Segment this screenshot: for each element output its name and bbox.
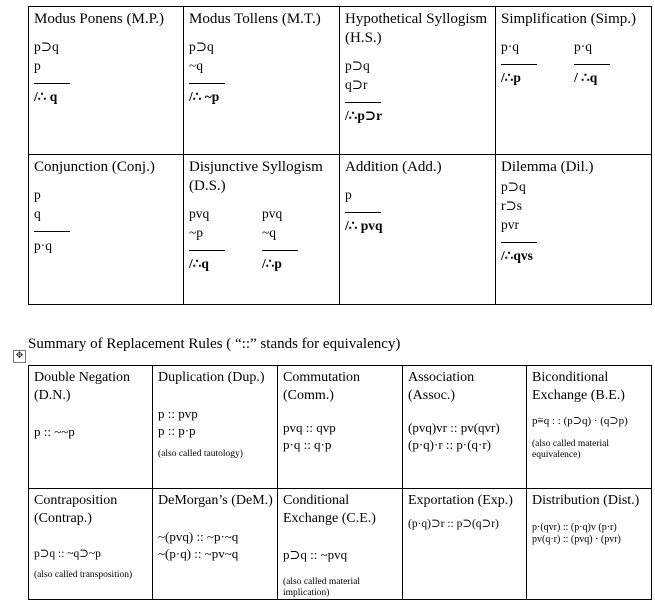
rule-title: Modus Tollens (M.T.) xyxy=(189,11,321,27)
premise: p⊃q xyxy=(345,58,370,73)
premise: p xyxy=(34,187,41,202)
rule-note: (also called material equivalence) xyxy=(532,439,610,460)
inference-line xyxy=(345,94,381,103)
premise: p xyxy=(345,187,352,202)
premise: ~q xyxy=(262,225,277,240)
conclusion: /∴p xyxy=(262,256,282,271)
premise: p xyxy=(34,58,41,73)
premise: p⊃q xyxy=(501,179,526,194)
rule-title: Exportation (Exp.) xyxy=(408,493,513,508)
replacement-cell-double-negation xyxy=(29,366,153,489)
inference-line xyxy=(501,56,537,65)
premise: ~q xyxy=(189,58,204,73)
rule-note: (also called material implication) xyxy=(283,577,361,598)
inference-line xyxy=(34,223,70,232)
conclusion: /∴ q xyxy=(34,89,58,104)
premise: r⊃s xyxy=(501,198,523,213)
rule-cell-hypothetical-syllogism xyxy=(340,7,496,155)
conclusion: /∴q xyxy=(189,256,209,271)
replacement-cell-exportation xyxy=(403,489,527,600)
conclusion: /∴qvs xyxy=(501,248,533,263)
conclusion: p·q xyxy=(34,238,52,253)
rule-note: (also called tautology) xyxy=(158,449,243,459)
conclusion: /∴ pvq xyxy=(345,218,383,233)
rule-title: DeMorgan’s (DeM.) xyxy=(158,493,273,508)
replacement-cell-distribution xyxy=(527,489,652,600)
rule-title: Association (Assoc.) xyxy=(408,370,475,403)
conclusion: /∴ ~p xyxy=(189,89,220,104)
replacement-cell-duplication xyxy=(153,366,278,489)
rule-title: Contraposition (Contrap.) xyxy=(34,493,118,526)
premise: p⊃q xyxy=(189,39,214,54)
conclusion: / ∴q xyxy=(574,70,598,85)
rule-note: (also called transposition) xyxy=(34,570,133,580)
replacement-cell-conditional-exchange xyxy=(278,489,403,600)
inference-line xyxy=(189,75,225,84)
rule-title: Biconditional Exchange (B.E.) xyxy=(532,370,625,403)
conclusion: /∴p⊃r xyxy=(345,108,383,123)
rule-title: Dilemma (Dil.) xyxy=(501,159,594,175)
inference-rules-table xyxy=(28,6,652,305)
replacement-cell-demorgans xyxy=(153,489,278,600)
replacement-rules-heading: Summary of Replacement Rules ( “::” stands for equivalency) xyxy=(28,336,401,352)
equivalence: p :: p·p xyxy=(158,423,196,438)
rule-title: Commutation (Comm.) xyxy=(283,370,360,403)
equivalence: p·(qvr) :: (p·q)v (p·r) xyxy=(532,522,617,533)
rule-cell-modus-tollens xyxy=(184,7,340,155)
equivalence: ~(p·q) :: ~pv~q xyxy=(158,546,239,561)
inference-line xyxy=(189,242,225,251)
equivalence: (p·q)·r :: p·(q·r) xyxy=(408,437,492,452)
inference-line xyxy=(574,56,610,65)
replacement-cell-contraposition xyxy=(29,489,153,600)
replacement-cell-biconditional-exchange xyxy=(527,366,652,489)
rule-title: Duplication (Dup.) xyxy=(158,370,265,385)
rule-title: Conditional Exchange (C.E.) xyxy=(283,493,376,526)
rule-title: Double Negation (D.N.) xyxy=(34,370,131,403)
premise: q⊃r xyxy=(345,77,368,92)
table-move-handle-icon[interactable]: ✥ xyxy=(13,350,26,363)
inference-line xyxy=(262,242,298,251)
equivalence: (p·q)⊃r :: p⊃(q⊃r) xyxy=(408,518,499,530)
replacement-rules-table xyxy=(28,365,652,600)
equivalence: p·q :: q·p xyxy=(283,437,332,452)
rule-cell-simplification xyxy=(496,7,652,155)
premise: p·q xyxy=(501,39,519,54)
inference-line xyxy=(34,75,70,84)
equivalence: p⊃q :: ~pvq xyxy=(283,547,348,562)
equivalence: p≡q : : (p⊃q) · (q⊃p) xyxy=(532,415,628,427)
equivalence: pv(q·r) :: (pvq) · (pvr) xyxy=(532,534,621,545)
inference-line xyxy=(345,204,381,213)
rule-cell-dilemma xyxy=(496,155,652,305)
premise: q xyxy=(34,206,41,221)
rule-title: Simplification (Simp.) xyxy=(501,11,636,27)
equivalence: p⊃q :: ~q⊃~p xyxy=(34,548,101,560)
rule-title: Conjunction (Conj.) xyxy=(34,159,155,175)
equivalence: pvq :: qvp xyxy=(283,420,336,435)
rule-title: Disjunctive Syllogism (D.S.) xyxy=(189,159,323,194)
rule-cell-modus-ponens xyxy=(29,7,184,155)
rule-title: Distribution (Dist.) xyxy=(532,493,640,508)
rule-cell-addition xyxy=(340,155,496,305)
replacement-cell-commutation xyxy=(278,366,403,489)
rule-cell-disjunctive-syllogism xyxy=(184,155,340,305)
premise: ~p xyxy=(189,225,204,240)
rule-title: Hypothetical Syllogism (H.S.) xyxy=(345,11,488,46)
inference-line xyxy=(501,234,537,243)
premise: pvr xyxy=(501,217,519,232)
equivalence: p :: pvp xyxy=(158,406,198,421)
conclusion: /∴p xyxy=(501,70,521,85)
rule-title: Modus Ponens (M.P.) xyxy=(34,11,165,27)
premise: pvq xyxy=(262,206,283,221)
rule-title: Addition (Add.) xyxy=(345,159,442,175)
premise: pvq xyxy=(189,206,210,221)
equivalence: p :: ~~p xyxy=(34,424,75,439)
equivalence: ~(pvq) :: ~p·~q xyxy=(158,529,239,544)
premise: p⊃q xyxy=(34,39,59,54)
premise: p·q xyxy=(574,39,592,54)
replacement-cell-association xyxy=(403,366,527,489)
equivalence: (pvq)vr :: pv(qvr) xyxy=(408,420,500,435)
rule-cell-conjunction xyxy=(29,155,184,305)
